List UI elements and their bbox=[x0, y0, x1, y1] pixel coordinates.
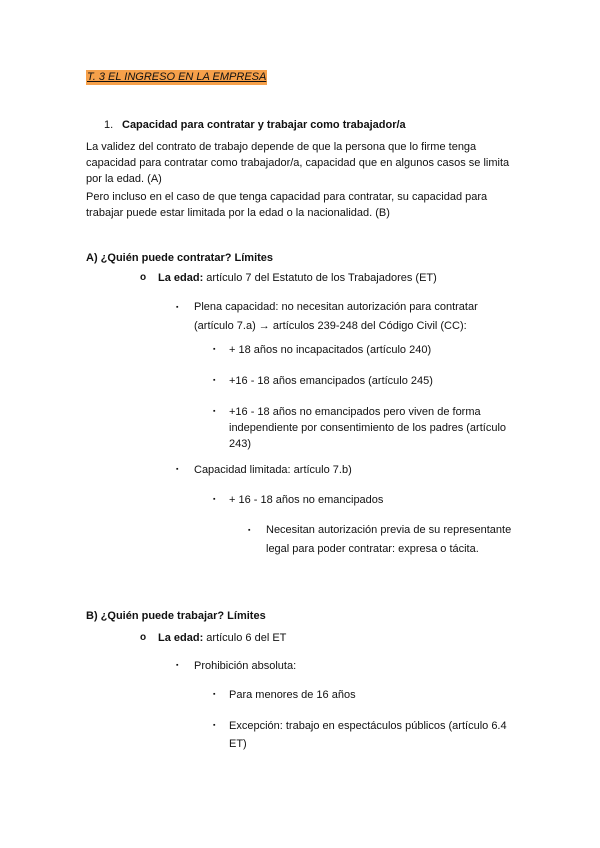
list-item bbox=[213, 404, 523, 452]
square-bullet-icon: ▪ bbox=[176, 662, 179, 669]
list-item bbox=[213, 717, 523, 753]
capacidad-limitada bbox=[176, 462, 516, 478]
edad-text: artículo 7 del Estatuto de los Trabajadores (ET) bbox=[203, 272, 437, 284]
list-item-text: +16 - 18 años emancipados (artículo 245) bbox=[229, 375, 433, 387]
plena-capacidad bbox=[176, 298, 516, 336]
section-b-heading: B) ¿Quién puede trabajar? Límites bbox=[86, 610, 266, 622]
edad-label: La edad: bbox=[158, 272, 204, 284]
prohibicion-absoluta bbox=[176, 658, 516, 674]
section-1-title: Capacidad para contratar y trabajar como trabajador/a bbox=[122, 119, 406, 131]
section-1-heading bbox=[104, 117, 524, 133]
edad-text: artículo 6 del ET bbox=[203, 632, 287, 644]
list-item bbox=[248, 521, 528, 559]
plena-capacidad-text: Plena capacidad: no necesitan autorización para contratar (artículo 7.a) → artículos 239-248 del Código Civil (CC): bbox=[194, 301, 478, 332]
square-bullet-icon: ▪ bbox=[213, 377, 216, 384]
list-item bbox=[213, 342, 523, 358]
list-item-text: Excepción: trabajo en espectáculos públicos (artículo 6.4 ET) bbox=[229, 720, 507, 750]
square-bullet-icon: ▪ bbox=[213, 408, 216, 415]
list-item bbox=[213, 687, 523, 703]
section-a-edad bbox=[140, 270, 540, 286]
square-bullet-icon: ▪ bbox=[176, 304, 179, 311]
list-item-text: Para menores de 16 años bbox=[229, 689, 356, 701]
section-b-edad bbox=[140, 630, 540, 646]
list-item bbox=[213, 492, 523, 508]
list-item bbox=[213, 373, 523, 389]
section-a-heading: A) ¿Quién puede contratar? Límites bbox=[86, 252, 274, 264]
list-item-text: Necesitan autorización previa de su representante legal para poder contratar: expresa o tácita. bbox=[266, 524, 512, 555]
edad-label: La edad: bbox=[158, 632, 204, 644]
circle-bullet-icon: o bbox=[140, 632, 147, 643]
square-bullet-icon: ▪ bbox=[176, 466, 179, 473]
section-number: 1. bbox=[104, 119, 114, 131]
capacidad-limitada-text: Capacidad limitada: artículo 7.b) bbox=[194, 464, 352, 476]
list-item-text: +16 - 18 años no emancipados pero viven de forma independiente por consentimiento de los padres (artículo 243) bbox=[229, 406, 507, 450]
square-bullet-icon: ▪ bbox=[213, 691, 216, 698]
square-bullet-icon: ▪ bbox=[213, 722, 216, 729]
list-item-text: + 16 - 18 años no emancipados bbox=[229, 494, 384, 506]
paragraph-1: La validez del contrato de trabajo depende de que la persona que lo firme tenga capacidad para contratar como trabajador/a, capacidad que en algunos casos se limita por la edad. (A) bbox=[86, 141, 510, 185]
circle-bullet-icon: o bbox=[140, 272, 147, 283]
square-bullet-icon: ▪ bbox=[213, 496, 216, 503]
square-bullet-icon: ▪ bbox=[248, 527, 251, 534]
paragraph-2: Pero incluso en el caso de que tenga capacidad para contratar, su capacidad para trabajar puede estar limitada por la edad o la nacionalidad. (B) bbox=[86, 191, 488, 219]
list-item-text: + 18 años no incapacitados (artículo 240) bbox=[229, 344, 432, 356]
prohibicion-text: Prohibición absoluta: bbox=[194, 660, 297, 672]
document-title: T. 3 EL INGRESO EN LA EMPRESA bbox=[87, 71, 267, 83]
square-bullet-icon: ▪ bbox=[213, 346, 216, 353]
